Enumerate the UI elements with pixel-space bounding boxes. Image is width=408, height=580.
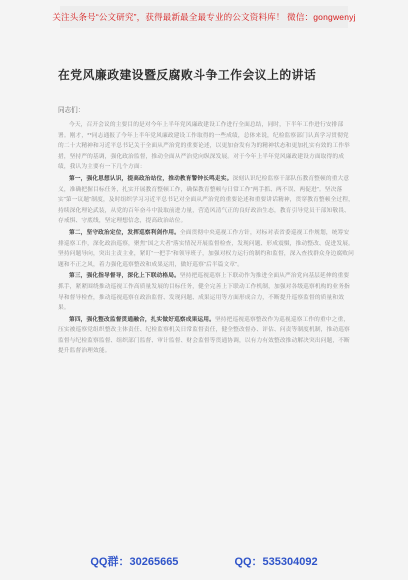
intro-paragraph: 今天，召开会议的主要目的是对今年上半年党风廉政建设工作进行全面总结，同时，下半年工作进行安排部署。刚才，**同志通报了今年上半年党风廉政建设工作取得的一些成绩，总体来说，纪检监察部门认真学习贯彻党的二十大精神和习近平总书记关于全面从严治党的重要论述，以更加奋发有为的精神状态和更加扎实有效的工作举措，坚持严的基调，强化政治监督，推动全面从严治党向纵深发展。对于今年上半年党风廉政建设方面取得的成绩，我认为主要有一下几个方面： xyxy=(58,122,350,171)
section-heading: 第四，强化整改监督贯通融合，扎实做好巡察成果运用。 xyxy=(69,316,215,323)
section-text: 深刻认识纪检监察干部队伍教育整顿的重大意义，准确把握目标任务，扎实开展教育整顿工作，确保教育整顿与日常工作“两手抓、两不误、两促进”。坚决落实“第一议题”制度，及时组织学习习近平总书记对全面从严治党的重要论述和重要讲话精神，贯穿教育整顿全过程，持续深化理论武装，从党的百年奋斗中汲取前进力量，营造风清气正的良好政治生态，教育引导党员干部知敬畏、存戒惧、守底线，坚定理想信念，提高政治站位。 xyxy=(58,175,354,225)
section-heading: 第二，坚守政治定位，发挥巡察利剑作用。 xyxy=(69,229,180,236)
section-1 xyxy=(58,174,354,227)
qq-number-text: QQ：535304092 xyxy=(234,556,318,568)
greeting: 同志们： xyxy=(58,107,85,114)
document-body xyxy=(58,120,354,536)
section-text: 全面贯彻中央巡视工作方针，对标对表省委巡视工作规划，统筹安排巡察工作，深化政治巡察，聚焦“国之大者”落实情况开展监督检查，发现问题、形成震慑，推动整改、促进发展。坚持问题导向，突出主责主业，紧盯“一把手”和领导班子，加强对权力运行的制约和监督，深入查找群众身边腐败问题和不正之风，着力强化巡察整改和成果运用，做好巡察“后半篇文章”。 xyxy=(58,229,354,268)
promo-banner[interactable]: 关注头条号“公文研究”，获得最新最全最专业的公文资料库！ 微信：gongwenyj xyxy=(60,6,348,28)
section-text: 坚持把巡视巡察上下联动作为推进全面从严治党向基层延伸的重要抓手，紧紧围绕推动巡视工作高质量发展的目标任务，健全完善上下联动工作机制，加强对各级巡察机构的业务指导和督导检查，推动巡视巡察在政治监督、发现问题、成果运用等方面形成合力，不断提升巡察监督的质量和效果。 xyxy=(58,273,350,312)
document-title: 在党风廉政建设暨反腐败斗争工作会议上的讲话 xyxy=(58,68,317,82)
section-4 xyxy=(58,315,354,357)
qq-group-text: QQ群：30265665 xyxy=(90,556,179,568)
section-2 xyxy=(58,228,354,270)
footer-contact xyxy=(0,552,408,570)
section-heading: 第一，强化思想认识，提高政治站位，推动教育警钟长鸣走实。 xyxy=(69,175,233,182)
section-3 xyxy=(58,271,354,313)
section-text: 坚持把巡视巡察整改作为巡视巡察工作的重中之重，压实被巡察党组织整改主体责任、纪检监察机关日常监督责任，健全整改督办、评估、问责等制度机制，推动巡察监督与纪检监察监督、组织部门监督、审计监督、财会监督等贯通协调，以有力有效整改推动解决突出问题，不断提升监督治理效能。 xyxy=(58,316,350,355)
section-heading: 第三，强化指导督导，深化上下联动格局。 xyxy=(69,273,180,280)
